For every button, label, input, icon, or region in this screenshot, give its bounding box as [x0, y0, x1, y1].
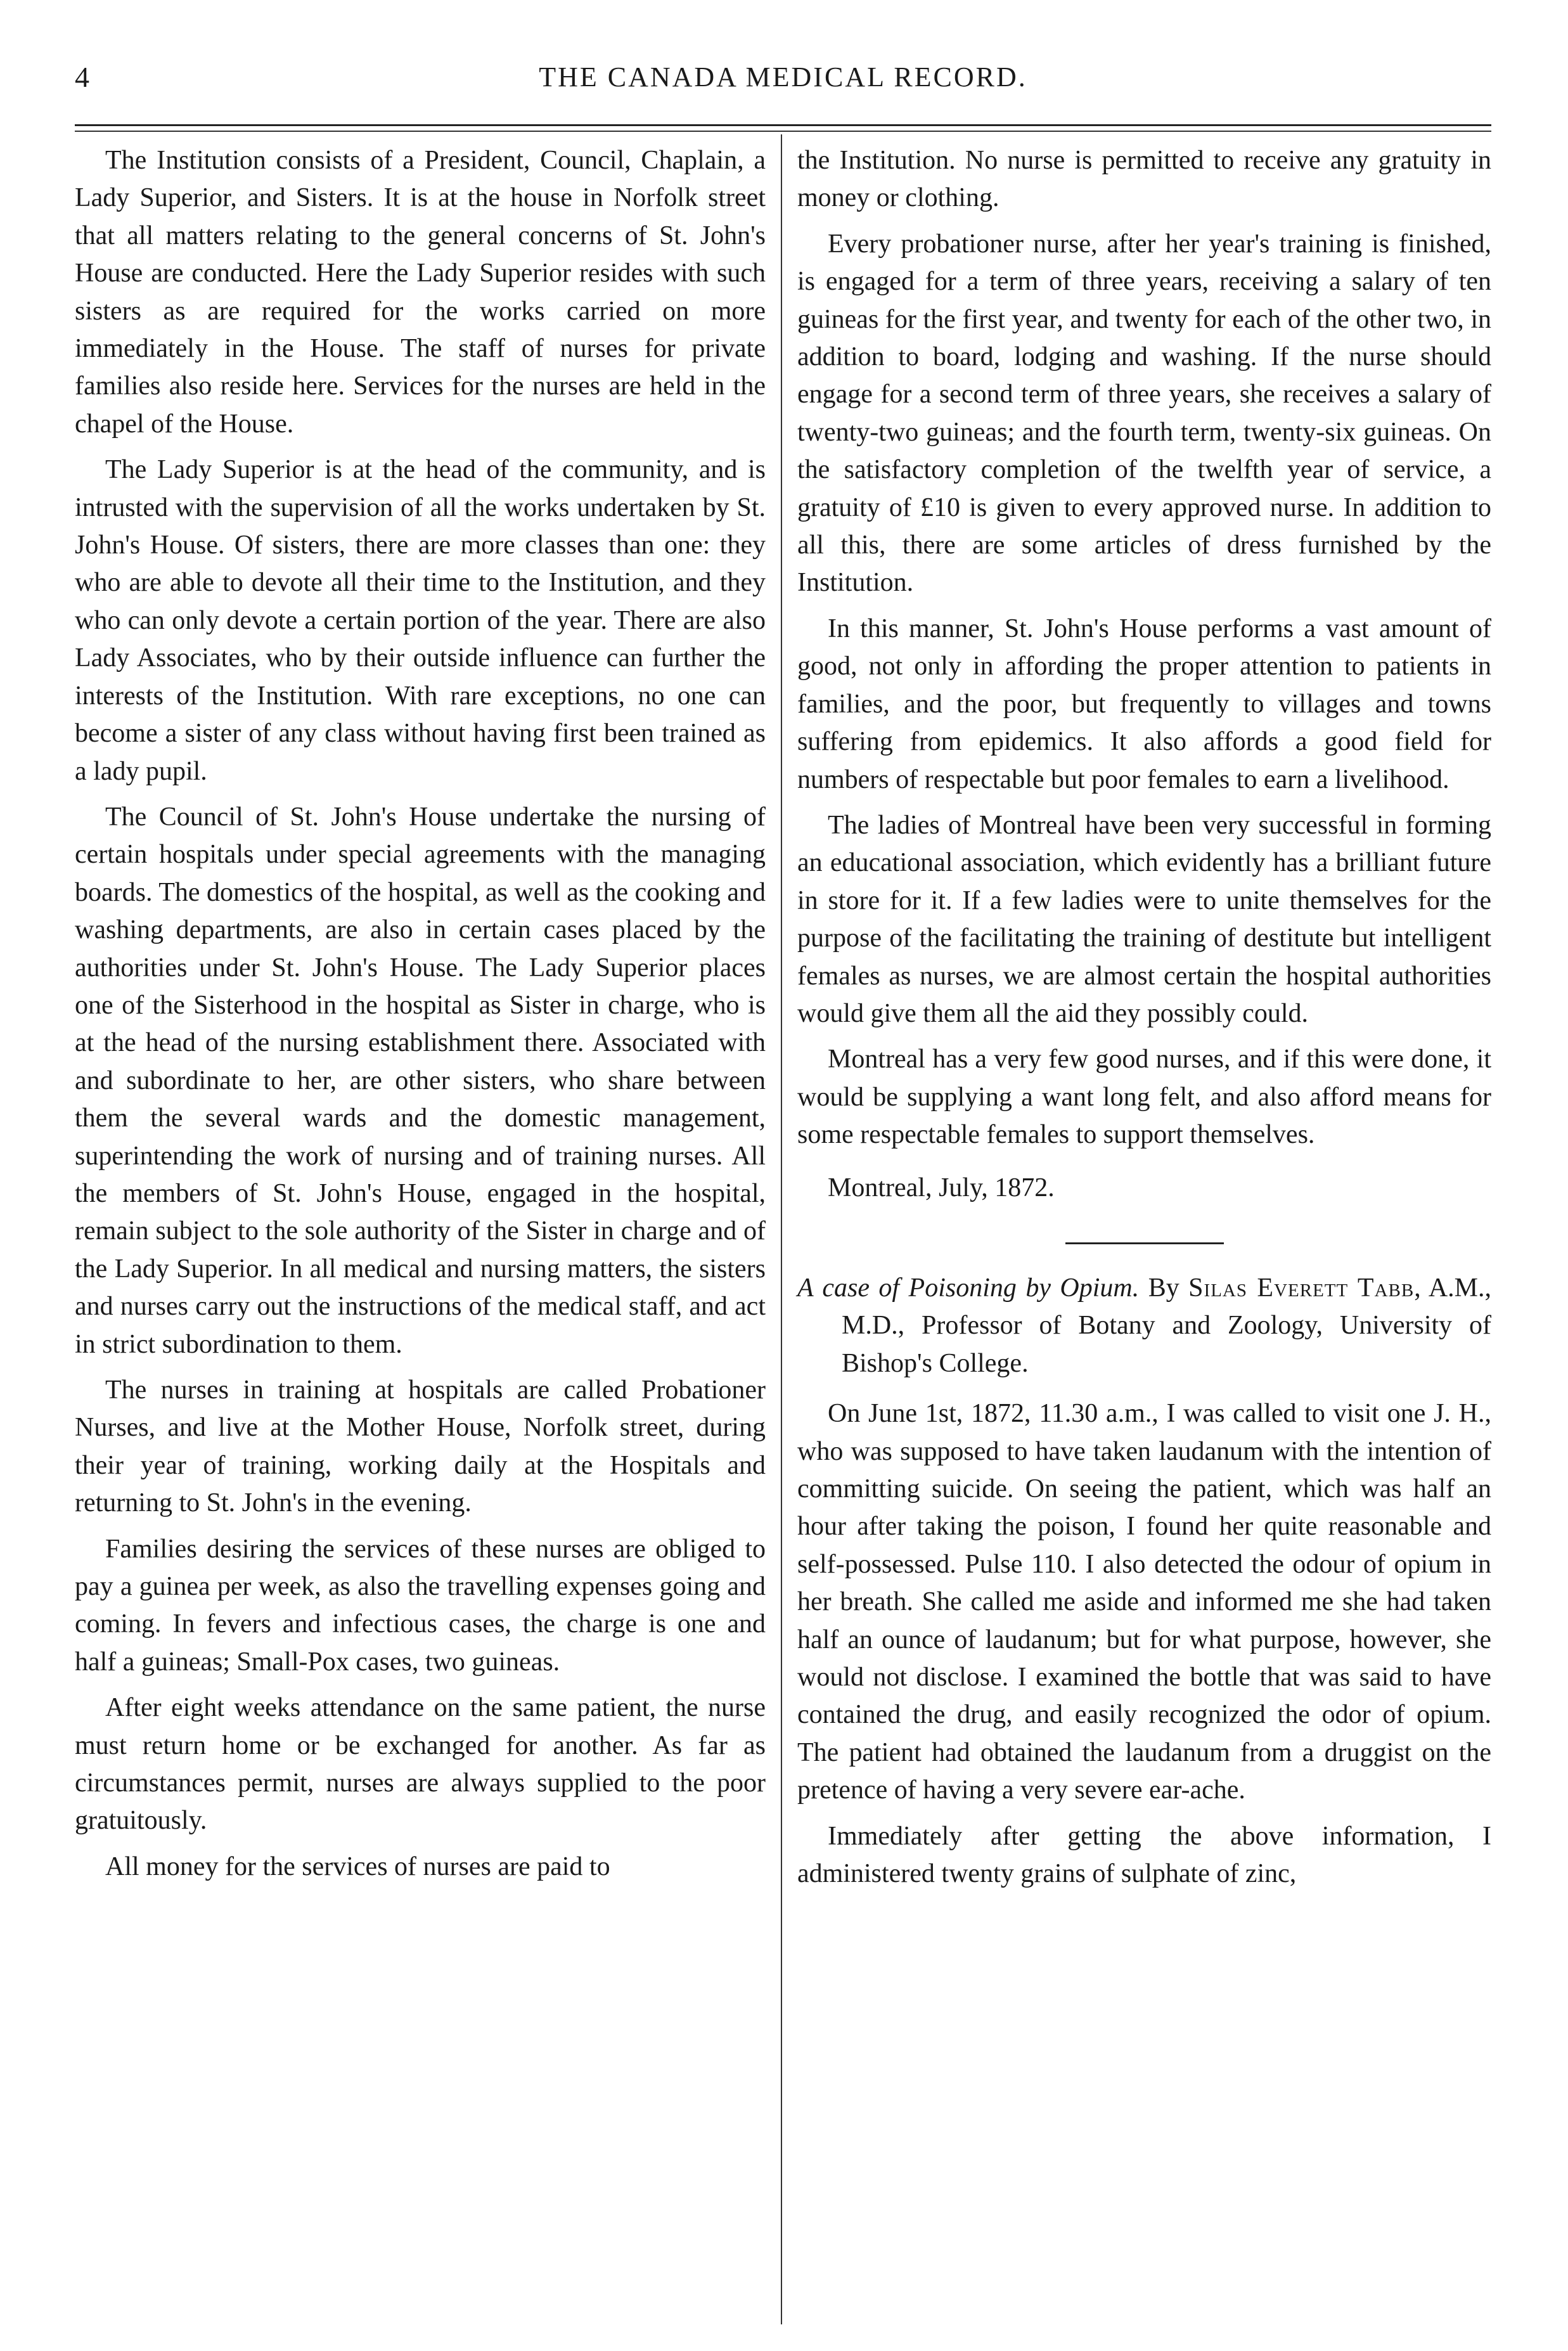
column-divider: [781, 134, 782, 2324]
article-author: Silas Everett Tabb: [1188, 1273, 1415, 1303]
paragraph: The nurses in training at hospitals are called Probationer Nurses, and live at the Mother House, Norfolk street, during their year of training, working daily at the Hospitals and returning to St. John's in the evening.: [75, 1375, 766, 1518]
page-number: 4: [75, 61, 89, 93]
article-title: A case of Poisoning by Opium.: [797, 1273, 1140, 1303]
article-heading: [797, 1270, 1491, 1382]
dateline: Montreal, July, 1872.: [828, 1173, 1055, 1202]
paragraph: Immediately after getting the above information, I administered twenty grains of sulphate of zinc,: [797, 1821, 1491, 1889]
paragraph: The ladies of Montreal have been very successful in forming an educational association, which evidently has a brilliant future in store for it. If a few ladies were to unite themselves for the purpose of the facilitating the training of destitute but intelligent females as nurses, we are almost certain the hospital authorities would give them all the aid they possibly could.: [797, 810, 1491, 1028]
byline-by: By: [1148, 1273, 1179, 1303]
paragraph: After eight weeks attendance on the same patient, the nurse must return home or be exchanged for another. As far as circumstances permit, nurses are always supplied to the poor gratuitously.: [75, 1693, 766, 1836]
paragraph: In this manner, St. John's House performs a vast amount of good, not only in affording the proper attention to patients in families, and the poor, but frequently to villages and towns suffering from epidemics. It also affords a good field for numbers of respectable but poor females to earn a livelihood.: [797, 614, 1491, 794]
paragraph: The Lady Superior is at the head of the community, and is intrusted with the supervision of all the works undertaken by St. John's House. Of sisters, there are more classes than one: they who are able to devote all their time to the Institution, and they who can only devote a certain portion of the year. There are also Lady Associates, who by their outside influence can further the interests of the Institution. With rare exceptions, no one can become a sister of any class without having first been trained as a lady pupil.: [75, 455, 766, 786]
header-rule: [75, 124, 1491, 126]
paragraph: Families desiring the services of these nurses are obliged to pay a guinea per week, as also the travelling expenses going and coming. In fevers and infectious cases, the charge is one and half a guineas; Small-Pox cases, two guineas.: [75, 1534, 766, 1677]
left-column: [75, 142, 766, 1894]
page-header: [75, 58, 1491, 103]
paragraph: The Council of St. John's House undertake the nursing of certain hospitals under special agreements with the managing boards. The domestics of the hospital, as well as the cooking and washing departments, are also in certain cases placed by the authorities under St. John's House. The Lady Superior places one of the Sisterhood in the hospital as Sister in charge, who is at the head of the nursing establishment there. Associated with and subordinate to her, are other sisters, who share between them the several wards and the domestic management, superintending the work of nursing and of training nurses. All the members of St. John's House, engaged in the hospital, remain subject to the sole authority of the Sister in charge and of the Lady Superior. In all medical and nursing matters, the sisters and nurses carry out the instructions of the medical staff, and act in strict subordination to them.: [75, 802, 766, 1359]
paragraph-continuation: the Institution. No nurse is permitted to receive any gratuity in money or clothing.: [797, 146, 1491, 213]
paragraph: Every probationer nurse, after her year's training is finished, is engaged for a term of three years, receiving a salary of ten guineas for the first year, and twenty for each of the other two, in addition to board, lodging and washing. If the nurse should engage for a second term of three years, she receives a salary of twenty-two guineas; and the fourth term, twenty-six guineas. On the satisfactory completion of the twelfth year of service, a gratuity of £10 is given to every approved nurse. In addition to all this, there are some articles of dress furnished by the Institution.: [797, 229, 1491, 598]
author-credentials: , A.M., M.D., Professor of Botany and Zoology, University of Bishop's College.: [842, 1273, 1492, 1378]
paragraph: On June 1st, 1872, 11.30 a.m., I was called to visit one J. H., who was supposed to have taken laudanum with the intention of committing suicide. On seeing the patient, which was half an hour after taking the poison, I found her quite reasonable and self-possessed. Pulse 110. I also detected the odour of opium in her breath. She called me aside and informed me she had taken half an ounce of laudanum; but for what purpose, however, she would not disclose. I examined the bottle that was said to have contained the drug, and easily recognized the odor of opium. The patient had obtained the laudanum from a druggist on the pretence of having a very severe ear-ache.: [797, 1399, 1491, 1805]
paragraph: Montreal has a very few good nurses, and if this were done, it would be supplying a want long felt, and also afford means for some respectable females to support themselves.: [797, 1045, 1491, 1150]
section-divider: [1065, 1242, 1224, 1244]
paragraph: The Institution consists of a President, Council, Chaplain, a Lady Superior, and Sisters. It is at the house in Norfolk street that all matters relating to the general concerns of St. John's House are conducted. Here the Lady Superior resides with such sisters as are required for the works carried on more immediately in the House. The staff of nurses for private families also reside here. Services for the nurses are held in the chapel of the House.: [75, 146, 766, 439]
header-rule-secondary: [75, 131, 1491, 132]
paragraph: All money for the services of nurses are paid to: [105, 1852, 610, 1881]
running-head: THE CANADA MEDICAL RECORD.: [539, 61, 1027, 93]
right-column: [797, 142, 1491, 1901]
